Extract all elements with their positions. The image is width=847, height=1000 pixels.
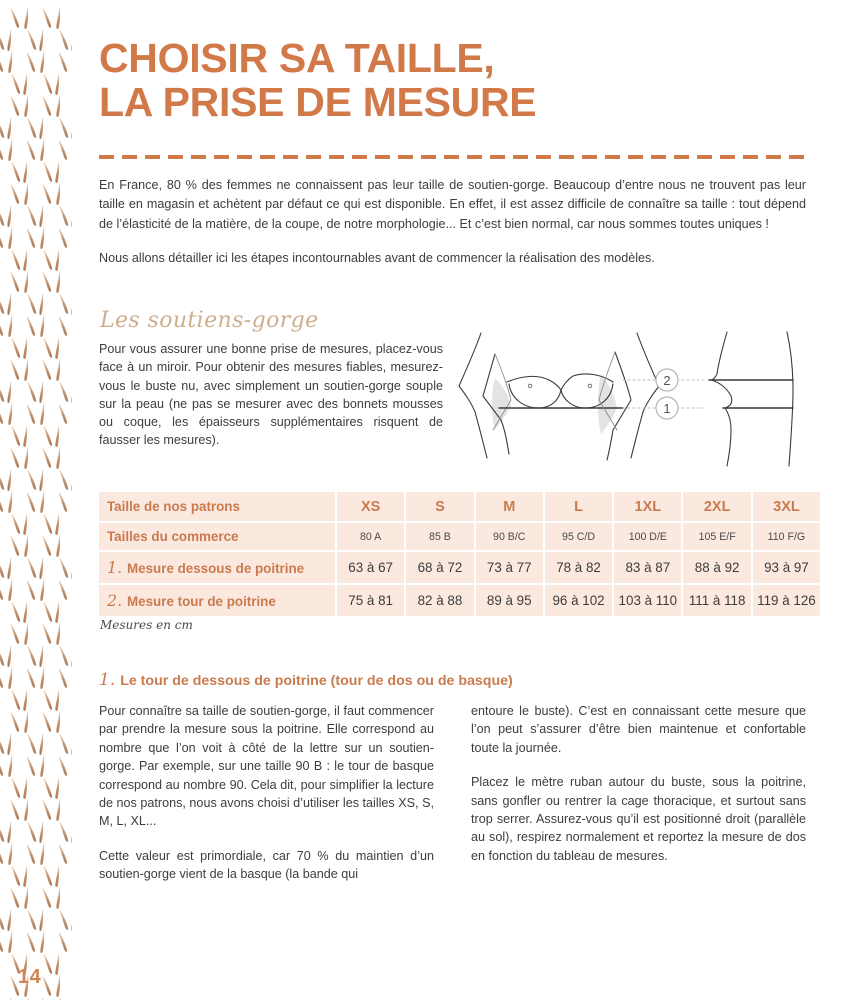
cell-text: 1XL — [634, 499, 662, 515]
table-cell — [475, 522, 544, 551]
table-caption: Mesures en cm — [100, 618, 193, 632]
row-number: 2. — [107, 591, 123, 610]
cell-text: S — [435, 499, 445, 515]
page-title-line-2: LA PRISE DE MESURE — [99, 79, 537, 125]
left-paragraph-1: Pour connaître sa taille de soutien-gorge, il faut commencer par prendre la mesure sous la poitrine. Elle correspond au nombre que l’on voit à côté de la lettre sur un soutien-gorge. Par exemple, sur une taille 90 B : le tour de basque correspond au nombre 90. Cela dit, pour simplifier la lecture de nos patrons, nous avons choisi d’utiliser les tailles XS, S, M, L, XL... — [99, 704, 434, 829]
cell-text: 100 D/E — [628, 530, 667, 543]
cell-text: 88 à 92 — [694, 560, 740, 575]
table-cell — [613, 584, 682, 616]
row-label-text: Mesure tour de poitrine — [127, 594, 276, 609]
table-row — [99, 492, 820, 522]
cell-text: 85 B — [429, 530, 451, 543]
page-content — [99, 0, 816, 1000]
body-column-right — [471, 702, 806, 884]
cell-text: 63 à 67 — [348, 560, 393, 575]
size-chart-table — [99, 492, 820, 616]
row-label-text: Mesure dessous de poitrine — [127, 561, 305, 576]
table-cell — [613, 522, 682, 551]
decorative-border-pattern — [0, 0, 72, 1000]
intro-paragraph-1: En France, 80 % des femmes ne connaissent pas leur taille de soutien-gorge. Beaucoup d’entre nous ne trouvent pas leur taille en magasin et achètent par défaut ce qui est disponible. En effet, il est assez difficile de connaître sa taille : tout dépend de l’élasticité de la matière, de la coupe, de notre morphologie... Et c’est bien normal, car nous sommes toutes uniques ! — [99, 178, 806, 231]
cell-text: M — [503, 499, 516, 515]
table-cell — [752, 584, 820, 616]
table-row — [99, 551, 820, 584]
cell-text: 82 à 88 — [417, 593, 463, 608]
row-label: Taille de nos patrons — [107, 499, 240, 514]
cell-text: 73 à 77 — [486, 560, 532, 575]
subsection-number: 1. — [99, 670, 116, 690]
right-paragraph-1: entoure le buste). C’est en connaissant cette mesure que l’on peut s’assurer d’être bien maintenue et confortable toute la journée. — [471, 704, 806, 755]
table-cell — [752, 551, 820, 584]
section-heading-bras: Les soutiens-gorge — [100, 308, 319, 333]
cell-text: 110 F/G — [767, 530, 806, 543]
title-divider-dashed — [99, 155, 806, 159]
illustration-marker-1-label: 1 — [663, 401, 671, 416]
table-cell — [336, 551, 405, 584]
two-column-body — [99, 702, 806, 884]
subsection-heading — [99, 670, 513, 690]
cell-text: 96 à 102 — [552, 593, 605, 608]
table-cell — [405, 492, 474, 522]
row-number: 1. — [107, 558, 123, 577]
intro-section — [99, 176, 806, 284]
cell-text: XS — [360, 499, 381, 515]
measurement-illustration — [451, 330, 806, 470]
cell-text: 105 E/F — [698, 530, 736, 543]
table-cell — [682, 522, 751, 551]
bras-paragraph: Pour vous assurer une bonne prise de mesures, placez-vous face à un miroir. Pour obtenir des mesures fiables, mesurez-vous le buste nu, avec simplement un soutien-gorge souple sur la peau (ne pas se mesurer avec des bonnets mousses ou coque, les épaisseurs supplémentaires risquent de fausser les mesures). — [99, 342, 443, 448]
table-cell — [336, 522, 405, 551]
left-paragraph-2: Cette valeur est primordiale, car 70 % du maintien d’un soutien-gorge vient de la basque (la bande qui — [99, 848, 434, 882]
cell-text: 89 à 95 — [486, 593, 532, 608]
table-row-label-cell — [99, 551, 336, 584]
cell-text: L — [574, 499, 583, 515]
table-cell — [475, 492, 544, 522]
body-column-left — [99, 702, 434, 884]
table-row — [99, 522, 820, 551]
cell-text: 111 à 118 — [688, 593, 746, 608]
right-paragraph-2: Placez le mètre ruban autour du buste, sous la poitrine, sans gonfler ou rentrer la cage thoracique, et surtout sans trop serrer. Assurez-vous qu’il est positionné droit (parallèle au sol), respirez normalement et reportez la mesure de dos en fonction du tableau de mesures. — [471, 775, 806, 863]
table-cell — [405, 522, 474, 551]
cell-text: 75 à 81 — [348, 593, 393, 608]
table-row-label-cell — [99, 584, 336, 616]
table-cell — [544, 584, 613, 616]
table-cell — [475, 584, 544, 616]
table-cell — [613, 551, 682, 584]
page-number: 14 — [18, 966, 42, 988]
row-label — [99, 585, 335, 616]
table-cell — [752, 492, 820, 522]
table-cell — [405, 584, 474, 616]
page-title — [99, 36, 806, 124]
row-label — [99, 552, 335, 583]
table-cell — [336, 584, 405, 616]
page-title-line-1: CHOISIR SA TAILLE, — [99, 35, 495, 81]
table-cell — [405, 551, 474, 584]
table-row-label-cell — [99, 522, 336, 551]
cell-text: 3XL — [773, 499, 800, 515]
table-row — [99, 584, 820, 616]
table-cell — [613, 492, 682, 522]
subsection-heading-text: Le tour de dessous de poitrine (tour de dos ou de basque) — [120, 673, 513, 689]
cell-text: 93 à 97 — [764, 560, 809, 575]
table-cell — [682, 551, 751, 584]
table-cell — [544, 551, 613, 584]
cell-text: 2XL — [703, 499, 731, 515]
intro-paragraph-2: Nous allons détailler ici les étapes incontournables avant de commencer la réalisation des modèles. — [99, 251, 655, 266]
table-cell — [544, 522, 613, 551]
table-cell — [682, 492, 751, 522]
bras-section-text — [99, 340, 443, 450]
table-cell — [475, 551, 544, 584]
cell-text: 90 B/C — [493, 530, 526, 543]
cell-text: 68 à 72 — [417, 560, 463, 575]
cell-text: 78 à 82 — [556, 560, 601, 575]
cell-text: 103 à 110 — [618, 593, 678, 608]
cell-text: 80 A — [360, 530, 382, 543]
row-label: Tailles du commerce — [107, 529, 239, 544]
table-cell — [752, 522, 820, 551]
table-cell — [544, 492, 613, 522]
cell-text: 83 à 87 — [625, 560, 671, 575]
cell-text: 95 C/D — [562, 530, 596, 543]
table-cell — [682, 584, 751, 616]
illustration-marker-2-label: 2 — [663, 373, 671, 388]
table-cell — [336, 492, 405, 522]
cell-text: 119 à 126 — [757, 593, 816, 608]
table-row-label-cell — [99, 492, 336, 522]
